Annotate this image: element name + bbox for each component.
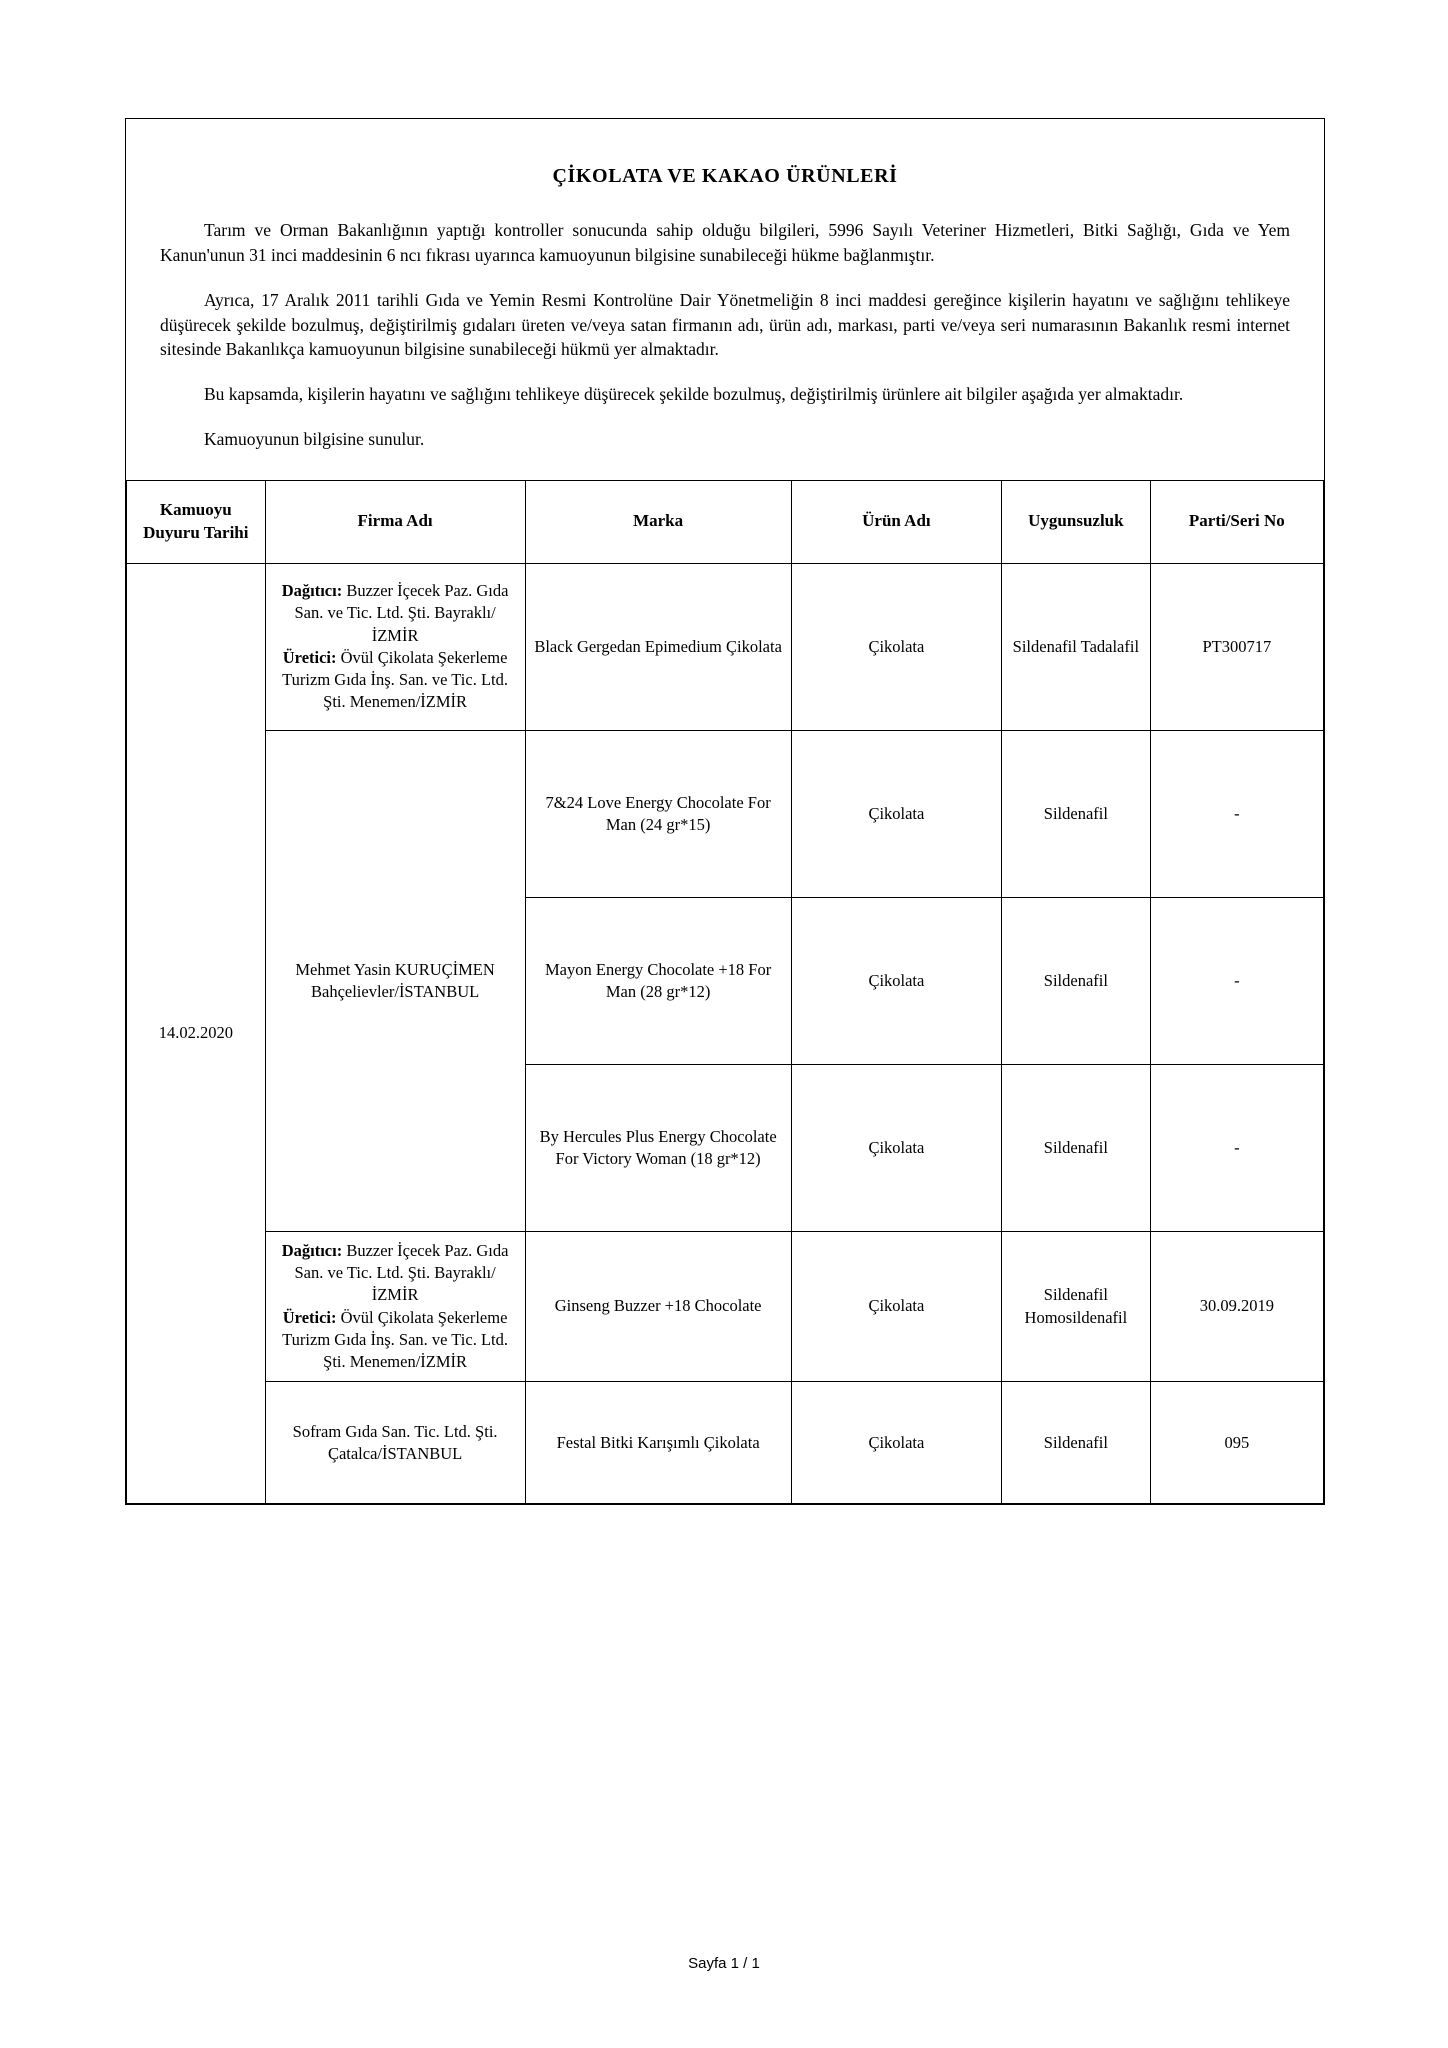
cell-firm-1 xyxy=(265,563,525,730)
cell-batch: - xyxy=(1150,730,1323,897)
cell-noncompliance: Sildenafil xyxy=(1002,1382,1151,1504)
cell-brand: Festal Bitki Karışımlı Çikolata xyxy=(525,1382,791,1504)
producer-label: Üretici: xyxy=(282,1307,337,1327)
table-row xyxy=(127,730,1324,897)
table-header-row xyxy=(127,480,1324,563)
intro-paragraph-4: Kamuoyunun bilgisine sunulur. xyxy=(204,429,425,450)
intro-section xyxy=(126,119,1324,480)
distributor-text: Buzzer İçecek Paz. Gıda San. ve Tic. Ltd. Şti. Bayraklı/İZMİR xyxy=(294,1240,509,1305)
table-row xyxy=(127,563,1324,730)
table-row xyxy=(127,1231,1324,1382)
distributor-text: Buzzer İçecek Paz. Gıda San. ve Tic. Ltd. Şti. Bayraklı/İZMİR xyxy=(294,580,509,645)
producer-text: Övül Çikolata Şekerleme Turizm Gıda İnş. San. ve Tic. Ltd. Şti. Menemen/İZMİR xyxy=(282,647,508,712)
cell-product: Çikolata xyxy=(791,1064,1001,1231)
cell-batch: - xyxy=(1150,1064,1323,1231)
cell-brand: Ginseng Buzzer +18 Chocolate xyxy=(525,1231,791,1382)
intro-paragraph-2: Ayrıca, 17 Aralık 2011 tarihli Gıda ve Yemin Resmi Kontrolüne Dair Yönetmeliğin 8 inci maddesi gereğince kişilerin hayatını ve sağlığını tehlikeye düşürecek şekilde bozulmuş, değiştirilmiş gıdaları üreten ve/veya satan firmanın adı, ürün adı, markası, parti ve/veya seri numarasının Bakanlık resmi internet sitesinde Bakanlıkça kamuoyunun bilgisine sunabileceği hükmü yer almaktadır. xyxy=(160,289,1290,360)
intro-paragraph-1: Tarım ve Orman Bakanlığının yaptığı kontroller sonucunda sahip olduğu bilgileri, 5996 Sayılı Veteriner Hizmetleri, Bitki Sağlığı, Gıda ve Yem Kanun'unun 31 inci maddesinin 6 ncı fıkrası uyarınca kamuoyunun bilgisine sunabileceği hükme bağlanmıştır. xyxy=(160,220,1290,265)
cell-brand: Black Gergedan Epimedium Çikolata xyxy=(525,563,791,730)
distributor-label: Dağıtıcı: xyxy=(281,580,343,600)
cell-firm-2: Mehmet Yasin KURUÇİMEN Bahçelievler/İSTANBUL xyxy=(265,730,525,1231)
column-header-brand: Marka xyxy=(525,480,791,563)
cell-firm-3 xyxy=(265,1231,525,1382)
cell-noncompliance: Sildenafil xyxy=(1002,1064,1151,1231)
column-header-batch: Parti/Seri No xyxy=(1150,480,1323,563)
cell-noncompliance: Sildenafil xyxy=(1002,730,1151,897)
distributor-label: Dağıtıcı: xyxy=(281,1240,343,1260)
products-table xyxy=(126,480,1324,1504)
cell-product: Çikolata xyxy=(791,897,1001,1064)
cell-product: Çikolata xyxy=(791,1382,1001,1504)
producer-text: Övül Çikolata Şekerleme Turizm Gıda İnş. San. ve Tic. Ltd. Şti. Menemen/İZMİR xyxy=(282,1307,508,1372)
cell-noncompliance: Sildenafil xyxy=(1002,897,1151,1064)
column-header-date: Kamuoyu Duyuru Tarihi xyxy=(127,480,266,563)
cell-product: Çikolata xyxy=(791,563,1001,730)
cell-batch: - xyxy=(1150,897,1323,1064)
cell-brand: 7&24 Love Energy Chocolate For Man (24 gr*15) xyxy=(525,730,791,897)
page-title: ÇİKOLATA VE KAKAO ÜRÜNLERİ xyxy=(552,165,898,187)
table-body xyxy=(127,563,1324,1504)
column-header-firm: Firma Adı xyxy=(265,480,525,563)
cell-noncompliance: Sildenafil Homosildenafil xyxy=(1002,1231,1151,1382)
cell-batch: PT300717 xyxy=(1150,563,1323,730)
table-header xyxy=(127,480,1324,563)
page-footer: Sayfa 1 / 1 xyxy=(688,1955,760,1972)
cell-firm-4: Sofram Gıda San. Tic. Ltd. Şti. Çatalca/İSTANBUL xyxy=(265,1382,525,1504)
document-sheet xyxy=(125,118,1325,1505)
cell-brand: Mayon Energy Chocolate +18 For Man (28 gr*12) xyxy=(525,897,791,1064)
cell-brand: By Hercules Plus Energy Chocolate For Victory Woman (18 gr*12) xyxy=(525,1064,791,1231)
column-header-noncompliance: Uygunsuzluk xyxy=(1002,480,1151,563)
cell-batch: 095 xyxy=(1150,1382,1323,1504)
column-header-product: Ürün Adı xyxy=(791,480,1001,563)
cell-product: Çikolata xyxy=(791,730,1001,897)
cell-announcement-date: 14.02.2020 xyxy=(127,563,266,1504)
producer-label: Üretici: xyxy=(282,647,337,667)
cell-batch: 30.09.2019 xyxy=(1150,1231,1323,1382)
table-row xyxy=(127,1382,1324,1504)
cell-noncompliance: Sildenafil Tadalafil xyxy=(1002,563,1151,730)
cell-product: Çikolata xyxy=(791,1231,1001,1382)
intro-paragraph-3: Bu kapsamda, kişilerin hayatını ve sağlığını tehlikeye düşürecek şekilde bozulmuş, değiştirilmiş ürünlere ait bilgiler aşağıda yer almaktadır. xyxy=(204,384,1184,405)
